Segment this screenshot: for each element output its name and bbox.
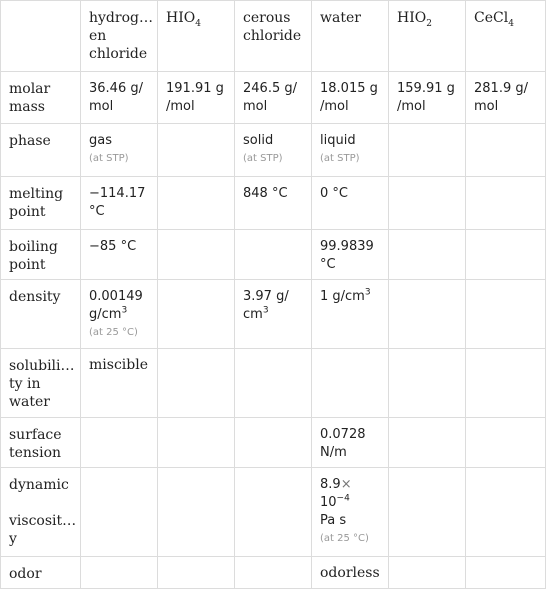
cell-empty [466,177,546,230]
cell-value: 0.0728 N/m [312,418,389,468]
cell-value: liquid (at STP) [312,124,389,177]
cell-empty [158,124,235,177]
row-solubility-in-water [1,349,546,418]
cell-empty [466,124,546,177]
row-label-surface-tension: surface tension [1,418,81,468]
cell-value: 0 °C [312,177,389,230]
cell-empty [389,349,466,418]
row-label-boiling-point: boiling point [1,230,81,280]
header-row [1,1,546,72]
cell-value: 99.9839 °C [312,230,389,280]
cell-empty [466,230,546,280]
row-label-solubility-in-water: solubili… ty in water [1,349,81,418]
cell-empty [466,418,546,468]
cell-empty [81,557,158,589]
cell-empty [466,557,546,589]
cell-empty [389,280,466,349]
cell-empty [81,468,158,557]
cell-value: gas (at STP) [81,124,158,177]
row-melting-point [1,177,546,230]
row-label-melting-point: melting point [1,177,81,230]
cell-empty [158,230,235,280]
row-surface-tension [1,418,546,468]
cell-empty [235,349,312,418]
cell-empty [466,280,546,349]
cell-empty [235,557,312,589]
cell-value: 3.97 g/ $cm^3$ [235,280,312,349]
cell-value: solid (at STP) [235,124,312,177]
row-molar-mass [1,72,546,124]
row-boiling-point [1,230,546,280]
cell-value: 0.00149 $g/cm^3$ (at 25 °C) [81,280,158,349]
cell-empty [389,177,466,230]
cell-value: 36.46 g/ mol [81,72,158,124]
row-odor [1,557,546,589]
cell-value: 8.9× $10^{-4}$ Pa s (at 25 °C) [312,468,389,557]
cell-value: 1 $g/cm^3$ [312,280,389,349]
cell-empty [158,177,235,230]
column-header-hio4: $HIO_4$ [158,1,235,72]
column-header-cerous-chloride: cerous chloride [235,1,312,72]
cell-empty [466,468,546,557]
cell-empty [158,557,235,589]
column-header-hydrogen-chloride: hydrog… en chloride [81,1,158,72]
cell-value: 18.015 g /mol [312,72,389,124]
cell-value: 191.91 g /mol [158,72,235,124]
column-header-water: water [312,1,389,72]
cell-value: 159.91 g /mol [389,72,466,124]
row-density [1,280,546,349]
cell-empty [158,468,235,557]
row-label-phase: phase [1,124,81,177]
cell-value: 848 °C [235,177,312,230]
cell-empty [158,418,235,468]
cell-empty [389,418,466,468]
row-label-odor: odor [1,557,81,589]
cell-empty [235,418,312,468]
corner-cell [1,1,81,72]
cell-empty [158,349,235,418]
column-header-cecl4: CeCl$_4$ [466,1,546,72]
cell-value: −85 °C [81,230,158,280]
cell-empty [389,468,466,557]
cell-empty [312,349,389,418]
row-label-density: density [1,280,81,349]
cell-empty [389,230,466,280]
row-label-molar-mass: molar mass [1,72,81,124]
cell-empty [235,468,312,557]
cell-value: miscible [81,349,158,418]
cell-value: −114.17 °C [81,177,158,230]
row-label-dynamic-viscosity: dynamic viscosit… y [1,468,81,557]
cell-empty [235,230,312,280]
cell-value: 246.5 g/ mol [235,72,312,124]
cell-empty [158,280,235,349]
cell-value: 281.9 g/ mol [466,72,546,124]
cell-empty [389,124,466,177]
cell-empty [389,557,466,589]
row-dynamic-viscosity [1,468,546,557]
cell-empty [466,349,546,418]
row-phase [1,124,546,177]
cell-value: odorless [312,557,389,589]
cell-empty [81,418,158,468]
column-header-hio2: $HIO_2$ [389,1,466,72]
